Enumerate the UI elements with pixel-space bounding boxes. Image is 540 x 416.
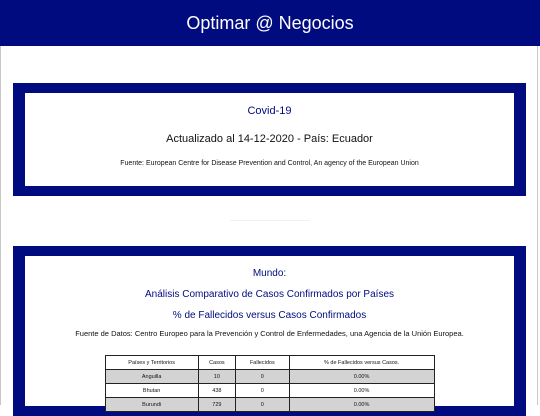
deaths-vs-cases-heading: % de Fallecidos versus Casos Confirmados bbox=[172, 310, 367, 321]
table-header-row bbox=[105, 356, 434, 370]
world-heading: Mundo: bbox=[252, 268, 287, 279]
cell-cases: 729 bbox=[198, 398, 235, 412]
cell-deaths: 0 bbox=[235, 370, 289, 384]
cell-country: Anguilla bbox=[105, 370, 198, 384]
cell-deaths: 0 bbox=[235, 398, 289, 412]
update-date-country: Actualizado al 14-12-2020 - País: Ecuador bbox=[166, 133, 373, 145]
countries-table bbox=[105, 355, 435, 412]
data-source-note: Fuente: European Centre for Disease Prevention and Control, An agency of the European Union bbox=[120, 160, 419, 167]
cell-cases: 10 bbox=[198, 370, 235, 384]
cell-percent: 0.00% bbox=[289, 370, 434, 384]
covid-panel bbox=[13, 83, 526, 196]
table-row bbox=[105, 384, 434, 398]
covid-panel-content bbox=[25, 93, 514, 186]
header-bar bbox=[0, 0, 540, 46]
cell-cases: 438 bbox=[198, 384, 235, 398]
covid-title: Covid-19 bbox=[247, 105, 292, 117]
table-row bbox=[105, 370, 434, 384]
world-panel bbox=[13, 246, 526, 416]
cell-percent: 0.00% bbox=[289, 398, 434, 412]
world-data-source: Fuente de Datos: Centro Europeo para la Prevención y Control de Enfermedades, una Agencia de la Unión Europea. bbox=[75, 329, 464, 338]
col-header-country: Países y Territorios bbox=[105, 356, 198, 370]
cell-percent: 0.00% bbox=[289, 384, 434, 398]
cell-country: Burundi bbox=[105, 398, 198, 412]
section-divider bbox=[230, 220, 310, 221]
cell-deaths: 0 bbox=[235, 384, 289, 398]
cell-country: Bhutan bbox=[105, 384, 198, 398]
col-header-deaths: Fallecidos bbox=[235, 356, 289, 370]
analysis-heading: Análisis Comparativo de Casos Confirmados por Países bbox=[145, 289, 394, 300]
site-title: Optimar @ Negocios bbox=[186, 12, 354, 33]
col-header-percent: % de Fallecidos versus Casos. bbox=[289, 356, 434, 370]
col-header-cases: Casos bbox=[198, 356, 235, 370]
world-panel-content bbox=[25, 256, 514, 406]
